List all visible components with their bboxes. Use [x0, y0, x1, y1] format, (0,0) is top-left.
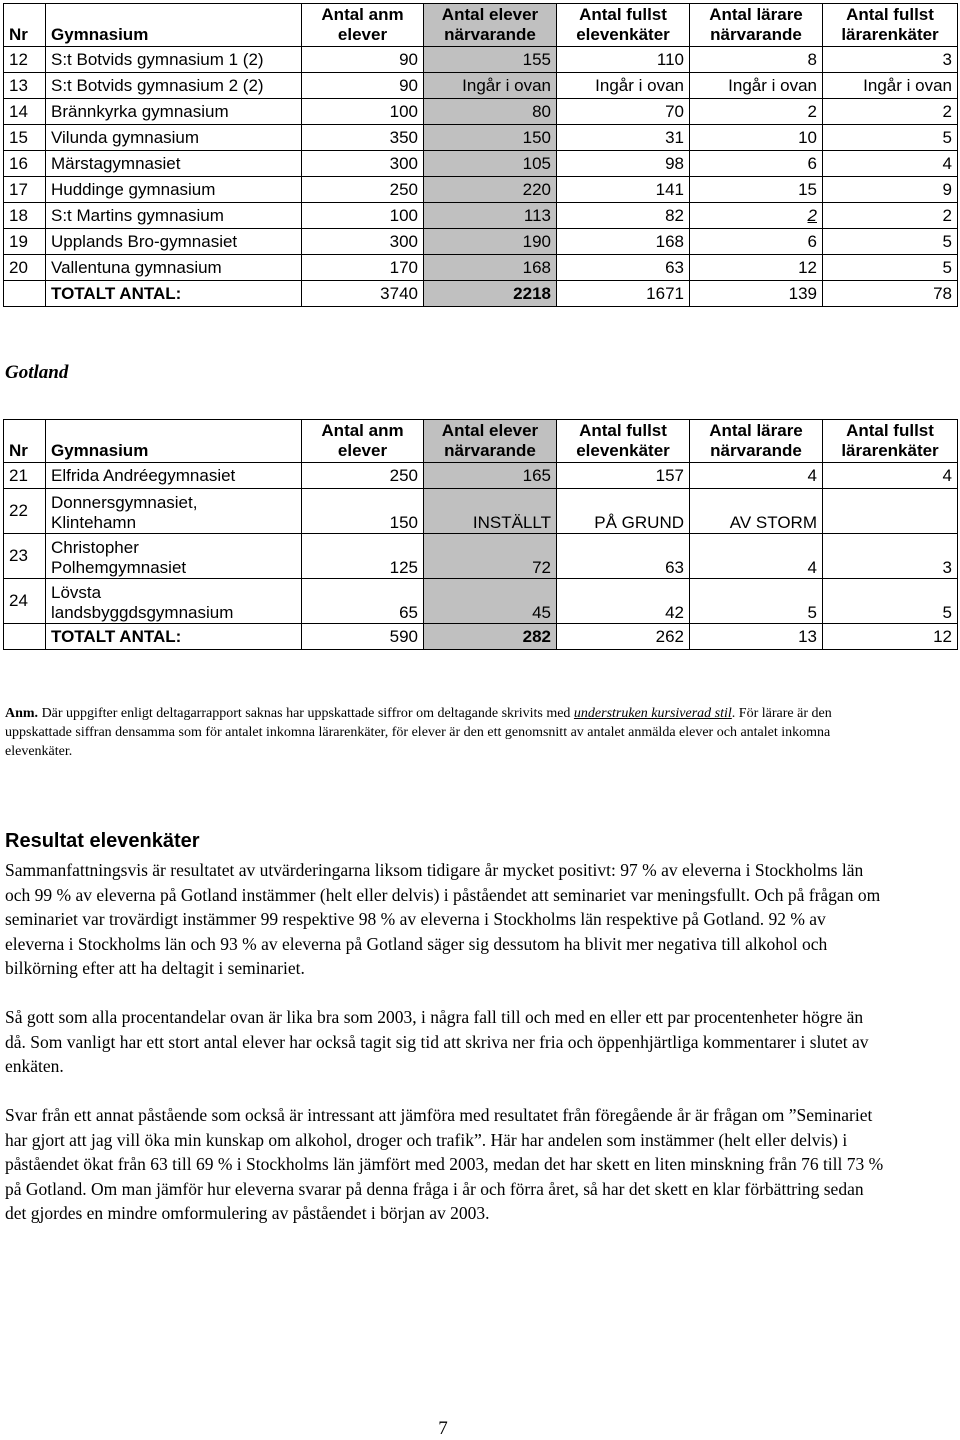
cell-narvarande: 165 [424, 463, 557, 489]
cell-narvarande: Ingår i ovan [424, 73, 557, 99]
table-row [4, 151, 958, 177]
cell-nr: 24 [4, 579, 46, 624]
cell-elevenkater: 168 [557, 229, 690, 255]
cell-larare: 4 [690, 534, 823, 579]
table-note [5, 704, 875, 761]
cell-elevenkater: 157 [557, 463, 690, 489]
cell-narvarande: INSTÄLLT [424, 489, 557, 534]
cell-gymnasium: S:t Martins gymnasium [46, 203, 302, 229]
stockholm-table [3, 3, 958, 307]
col-header-larare: Antal lärare närvarande [690, 4, 823, 47]
cell-narvarande: 150 [424, 125, 557, 151]
cell-empty [4, 281, 46, 307]
cell-anm: 100 [302, 99, 424, 125]
col-header-narvarande: Antal elever närvarande [424, 420, 557, 463]
cell-elevenkater: 141 [557, 177, 690, 203]
table-row [4, 489, 958, 534]
col-header-elevenkater: Antal fullst elevenkäter [557, 4, 690, 47]
cell-narvarande: 113 [424, 203, 557, 229]
note-label: Anm. [5, 706, 39, 721]
cell-elevenkater: Ingår i ovan [557, 73, 690, 99]
col-header-lararenkater: Antal fullst lärarenkäter [823, 4, 958, 47]
note-emphasis: understruken kursiverad stil [573, 706, 732, 721]
cell-larare [690, 203, 823, 229]
cell-narvarande: 168 [424, 255, 557, 281]
note-text-2: . För lärare är den uppskattade siffran densamma som för antalet inkomna lärarenkäter, för elever är den ett genomsnitt av antalet anmälda elever och antalet inkomna elevenkäter. [5, 706, 832, 759]
total-row [4, 281, 958, 307]
cell-nr: 12 [4, 47, 46, 73]
col-header-nr: Nr [4, 420, 46, 463]
table-row [4, 99, 958, 125]
note-text-1: Där uppgifter enligt deltagarrapport saknas har uppskattade siffror om deltagande skrivits med [38, 706, 574, 721]
col-header-narvarande: Antal elever närvarande [424, 4, 557, 47]
cell-anm: 90 [302, 47, 424, 73]
cell-narvarande: 220 [424, 177, 557, 203]
cell-lararenkater: 3 [823, 47, 958, 73]
cell-narvarande: 80 [424, 99, 557, 125]
cell-elevenkater: 98 [557, 151, 690, 177]
cell-elevenkater: 110 [557, 47, 690, 73]
total-narvarande: 2218 [424, 281, 557, 307]
cell-elevenkater: 31 [557, 125, 690, 151]
total-narvarande: 282 [424, 624, 557, 650]
gotland-table [3, 419, 958, 650]
table-row [4, 463, 958, 489]
cell-nr: 23 [4, 534, 46, 579]
cell-lararenkater: Ingår i ovan [823, 73, 958, 99]
cell-nr: 13 [4, 73, 46, 99]
cell-gymnasium: Donnersgymnasiet, Klintehamn [46, 489, 302, 534]
cell-narvarande: 72 [424, 534, 557, 579]
table-row [4, 229, 958, 255]
cell-nr: 21 [4, 463, 46, 489]
col-header-lararenkater: Antal fullst lärarenkäter [823, 420, 958, 463]
cell-gymnasium: Vilunda gymnasium [46, 125, 302, 151]
cell-gymnasium: Huddinge gymnasium [46, 177, 302, 203]
col-header-gymnasium: Gymnasium [46, 420, 302, 463]
cell-anm: 65 [302, 579, 424, 624]
total-larare: 13 [690, 624, 823, 650]
cell-anm: 125 [302, 534, 424, 579]
cell-lararenkater: 3 [823, 534, 958, 579]
total-anm: 3740 [302, 281, 424, 307]
table-row [4, 255, 958, 281]
cell-empty [4, 624, 46, 650]
cell-larare: 8 [690, 47, 823, 73]
cell-elevenkater: 82 [557, 203, 690, 229]
cell-anm: 350 [302, 125, 424, 151]
cell-gymnasium: Lövsta landsbyggdsgymnasium [46, 579, 302, 624]
cell-nr: 17 [4, 177, 46, 203]
cell-elevenkater: 63 [557, 534, 690, 579]
cell-larare: 5 [690, 579, 823, 624]
cell-narvarande: 105 [424, 151, 557, 177]
table-header-row [4, 420, 958, 463]
cell-larare: 6 [690, 229, 823, 255]
col-header-gymnasium: Gymnasium [46, 4, 302, 47]
cell-gymnasium: Elfrida Andréegymnasiet [46, 463, 302, 489]
cell-anm: 300 [302, 151, 424, 177]
table-header-row [4, 4, 958, 47]
cell-larare: 4 [690, 463, 823, 489]
cell-nr: 14 [4, 99, 46, 125]
col-header-nr: Nr [4, 4, 46, 47]
paragraph-2: Så gott som alla procentandelar ovan är lika bra som 2003, i några fall till och med en eller ett par procentenheter högre än då. Som vanligt har ett stort antal elever har också tagit sig tid att skriva ner fria och öppenhjärtliga kommentarer i slutet av enkäten. [5, 1007, 869, 1076]
total-elevenkater: 1671 [557, 281, 690, 307]
cell-larare: 2 [690, 99, 823, 125]
table-row [4, 203, 958, 229]
cell-lararenkater [823, 489, 958, 534]
gotland-heading: Gotland [5, 362, 69, 383]
cell-lararenkater: 5 [823, 579, 958, 624]
cell-gymnasium: Upplands Bro-gymnasiet [46, 229, 302, 255]
cell-lararenkater: 4 [823, 151, 958, 177]
cell-gymnasium: S:t Botvids gymnasium 1 (2) [46, 47, 302, 73]
col-header-anm: Antal anm elever [302, 420, 424, 463]
table-row [4, 47, 958, 73]
cell-lararenkater: 9 [823, 177, 958, 203]
cell-anm: 170 [302, 255, 424, 281]
total-lararenkater: 78 [823, 281, 958, 307]
cell-larare: AV STORM [690, 489, 823, 534]
cell-elevenkater: 42 [557, 579, 690, 624]
cell-gymnasium: Brännkyrka gymnasium [46, 99, 302, 125]
cell-anm: 100 [302, 203, 424, 229]
cell-larare: 15 [690, 177, 823, 203]
cell-anm: 90 [302, 73, 424, 99]
cell-gymnasium: Vallentuna gymnasium [46, 255, 302, 281]
cell-larare: Ingår i ovan [690, 73, 823, 99]
cell-lararenkater: 4 [823, 463, 958, 489]
cell-anm: 300 [302, 229, 424, 255]
cell-nr: 16 [4, 151, 46, 177]
cell-lararenkater: 2 [823, 203, 958, 229]
table-row [4, 73, 958, 99]
cell-nr: 20 [4, 255, 46, 281]
total-lararenkater: 12 [823, 624, 958, 650]
cell-lararenkater: 2 [823, 99, 958, 125]
cell-lararenkater: 5 [823, 125, 958, 151]
total-label: TOTALT ANTAL: [46, 624, 302, 650]
cell-lararenkater: 5 [823, 229, 958, 255]
col-header-anm: Antal anm elever [302, 4, 424, 47]
cell-nr: 18 [4, 203, 46, 229]
total-row [4, 624, 958, 650]
cell-gymnasium: Christopher Polhemgymnasiet [46, 534, 302, 579]
total-larare: 139 [690, 281, 823, 307]
paragraph-3: Svar från ett annat påstående som också är intressant att jämföra med resultatet från föregående år är frågan om ”Seminariet har gjort att jag vill öka min kunskap om alkohol, droger och trafik”. Här har andelen som instämmer (helt eller delvis) i påståendet ökat från 63 till 69 % i Stockholms län jämfört med 2003, medan det har skett en liten minskning från 76 till 73 % på Gotland. Om man jämför hur eleverna svarar på denna fråga i år och förra året, så har det skett en klar förbättring sedan det gjordes en mindre omformulering av påståendet i början av 2003. [5, 1105, 884, 1223]
cell-elevenkater: PÅ GRUND [557, 489, 690, 534]
total-elevenkater: 262 [557, 624, 690, 650]
cell-anm: 250 [302, 177, 424, 203]
cell-gymnasium: S:t Botvids gymnasium 2 (2) [46, 73, 302, 99]
table-row [4, 125, 958, 151]
page-number: 7 [438, 1418, 448, 1439]
table-row [4, 534, 958, 579]
cell-nr: 22 [4, 489, 46, 534]
cell-lararenkater: 5 [823, 255, 958, 281]
cell-gymnasium: Märstagymnasiet [46, 151, 302, 177]
cell-narvarande: 155 [424, 47, 557, 73]
total-anm: 590 [302, 624, 424, 650]
section-title: Resultat elevenkäter [5, 830, 200, 852]
estimated-value: 2 [807, 205, 817, 225]
col-header-larare: Antal lärare närvarande [690, 420, 823, 463]
table-row [4, 579, 958, 624]
table-row [4, 177, 958, 203]
col-header-elevenkater: Antal fullst elevenkäter [557, 420, 690, 463]
cell-larare: 12 [690, 255, 823, 281]
cell-nr: 15 [4, 125, 46, 151]
cell-narvarande: 190 [424, 229, 557, 255]
total-label: TOTALT ANTAL: [46, 281, 302, 307]
cell-nr: 19 [4, 229, 46, 255]
cell-larare: 10 [690, 125, 823, 151]
cell-narvarande: 45 [424, 579, 557, 624]
cell-larare: 6 [690, 151, 823, 177]
cell-elevenkater: 63 [557, 255, 690, 281]
cell-anm: 150 [302, 489, 424, 534]
paragraph-1: Sammanfattningsvis är resultatet av utvärderingarna liksom tidigare år mycket positivt: 97 % av eleverna i Stockholms län och 99 % av eleverna på Gotland instämmer (helt eller delvis) i påståendet att seminariet var meningsfullt. Och på frågan om seminariet var trovärdigt instämmer 99 respektive 98 % av eleverna i Stockholms län respektive på Gotland. 92 % av eleverna i Stockholms län och 93 % av eleverna på Gotland säger sig dessutom ha blivit mer negativa till alkohol och bilkörning efter att ha deltagit i seminariet. [5, 860, 881, 978]
cell-elevenkater: 70 [557, 99, 690, 125]
cell-anm: 250 [302, 463, 424, 489]
